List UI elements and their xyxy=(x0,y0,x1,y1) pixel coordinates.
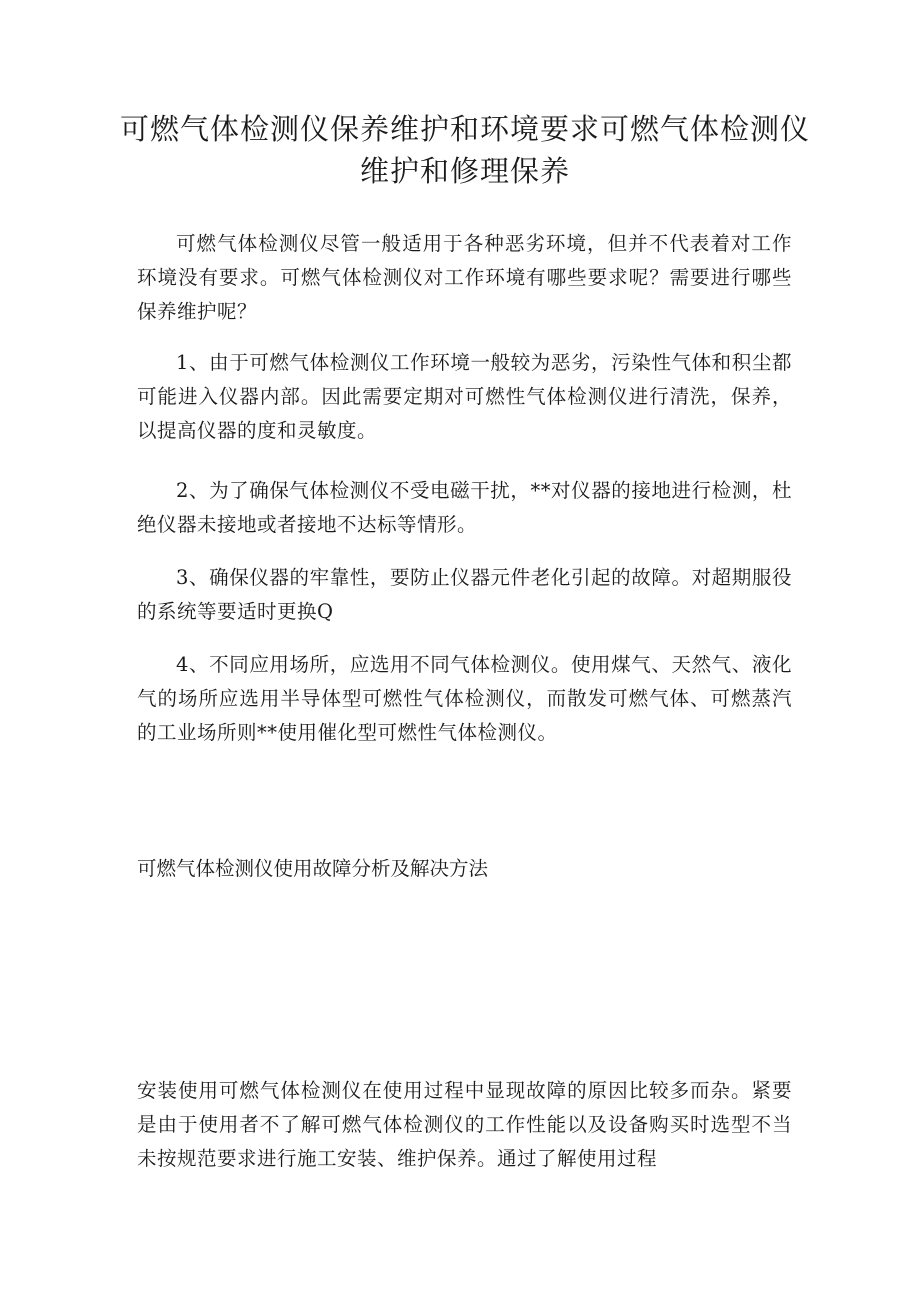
section-heading: 可燃气体检测仪使用故障分析及解决方法 xyxy=(137,857,489,880)
list-item-1: 1、由于可燃气体检测仪工作环境一般较为恶劣，污染性气体和积尘都可能进入仪器内部。因此需要定期对可燃性气体检测仪进行清洗，保养，以提高仪器的度和灵敏度。 xyxy=(137,351,792,442)
list-item-3: 3、确保仪器的牢靠性，要防止仪器元件老化引起的故障。对超期服役的系统等要适时更换Q xyxy=(137,566,792,623)
list-item-4: 4、不同应用场所，应选用不同气体检测仪。使用煤气、天然气、液化气的场所应选用半导体型可燃性气体检测仪，而散发可燃气体、可燃蒸汽的工业场所则**使用催化型可燃性气体检测仪。 xyxy=(137,653,792,744)
list-item-2: 2、为了确保气体检测仪不受电磁干扰，**对仪器的接地进行检测，杜绝仪器未接地或者接地不达标等情形。 xyxy=(137,479,792,536)
document-title: 可燃气体检测仪保养维护和环境要求可燃气体检测仪维护和修理保养 xyxy=(120,112,811,188)
section-body-paragraph: 安装使用可燃气体检测仪在使用过程中显现故障的原因比较多而杂。紧要是由于使用者不了解可燃气体检测仪的工作性能以及设备购买时选型不当未按规范要求进行施工安装、维护保养。通过了解使用过程 xyxy=(137,1079,792,1170)
intro-paragraph: 可燃气体检测仪尽管一般适用于各种恶劣环境，但并不代表着对工作环境没有要求。可燃气体检测仪对工作环境有哪些要求呢？需要进行哪些保养维护呢？ xyxy=(137,232,792,323)
